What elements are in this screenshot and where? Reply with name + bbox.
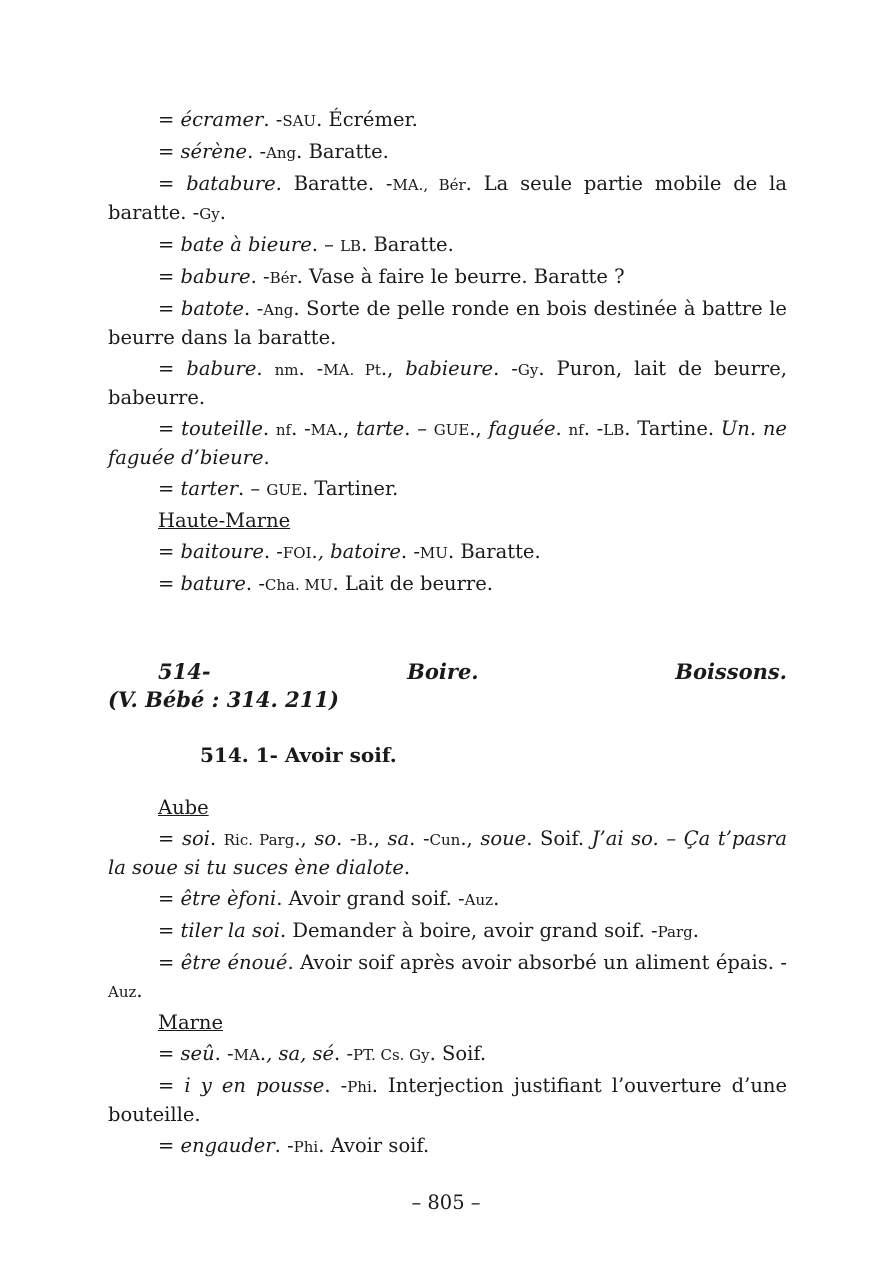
- entry-text: . Tartine.: [624, 417, 721, 440]
- entry-text: .,: [336, 417, 357, 440]
- entry-text: . Baratte.: [296, 140, 389, 163]
- entry-abbrev: MA: [233, 1046, 260, 1064]
- dictionary-entry: [108, 475, 787, 504]
- subsection-heading: 514. 1- Avoir soif.: [200, 743, 397, 767]
- dictionary-entry: [108, 917, 787, 946]
- entry-text: .: [403, 856, 411, 879]
- entry-text: =: [158, 1074, 185, 1097]
- entry-abbrev: PT. Cs. Gy: [353, 1046, 430, 1064]
- section-title-word2: Boissons.: [675, 659, 787, 684]
- entry-text: . Lait de beurre.: [332, 572, 493, 595]
- entry-text: . -: [336, 827, 357, 850]
- entry-term: babieure: [405, 357, 494, 380]
- entry-term: faguée: [488, 417, 556, 440]
- entry-term: être èfoni: [180, 887, 277, 910]
- entry-abbrev: Phi: [347, 1078, 372, 1096]
- entry-text: .,: [294, 827, 315, 850]
- entries-top: [108, 106, 787, 504]
- entry-text: . Puron, lait de beurre, babeurre.: [108, 357, 787, 409]
- entry-term: être énoué: [180, 951, 288, 974]
- entry-abbrev: Ang: [266, 144, 297, 162]
- entry-term: tarter: [180, 477, 239, 500]
- entry-text: . -: [400, 540, 420, 563]
- dictionary-entry: [108, 170, 787, 228]
- entry-text: .: [259, 1042, 267, 1065]
- entry-term: bate à bieure: [180, 233, 312, 256]
- entry-text: . Interjection justifiant l’ouverture d’une bouteille.: [108, 1074, 787, 1126]
- entry-text: .: [311, 540, 318, 563]
- entry-text: =: [158, 572, 181, 595]
- entry-term: bature: [180, 572, 246, 595]
- entry-abbrev: GUE: [433, 421, 470, 439]
- entry-abbrev: Gy: [517, 361, 539, 379]
- dictionary-entry: [108, 106, 787, 135]
- entry-text: =: [158, 172, 187, 195]
- entry-text: . -: [493, 357, 518, 380]
- entry-term: , sa, sé: [266, 1042, 335, 1065]
- entry-abbrev: B: [356, 831, 368, 849]
- section-number: 514-: [158, 659, 211, 684]
- dictionary-entry: [108, 1132, 787, 1161]
- entry-text: . Écrémer.: [316, 108, 418, 131]
- entry-abbrev: Cha. MU: [264, 576, 333, 594]
- entry-term: babure: [186, 357, 257, 380]
- entry-text: .: [555, 417, 569, 440]
- entry-text: . Baratte.: [361, 233, 454, 256]
- entry-term: , batoire: [317, 540, 401, 563]
- entry-text: . La seule partie mobile de la baratte. -: [108, 172, 787, 224]
- entry-text: . -: [243, 297, 264, 320]
- document-page: [108, 106, 787, 1164]
- entry-term: sa: [387, 827, 410, 850]
- entry-text: =: [158, 140, 181, 163]
- entry-abbrev: Ric. Parg: [223, 831, 295, 849]
- dictionary-entry: [108, 355, 787, 412]
- entry-abbrev: FOI: [282, 544, 312, 562]
- entry-term: seû: [180, 1042, 215, 1065]
- entry-abbrev: SAU: [282, 112, 317, 130]
- dictionary-entry: [108, 263, 787, 292]
- entry-abbrev: Auz: [108, 983, 137, 1001]
- entry-text: . -: [263, 540, 283, 563]
- entry-text: . -: [250, 265, 270, 288]
- entry-text: .,: [460, 827, 481, 850]
- entry-text: . -: [324, 1074, 348, 1097]
- entry-term: tiler la soi: [180, 919, 280, 942]
- entry-text: =: [158, 297, 181, 320]
- entry-text: . –: [404, 417, 434, 440]
- entry-abbrev: nm: [274, 361, 299, 379]
- section-title-word1: Boire.: [407, 659, 479, 684]
- region-marne: Marne: [158, 1011, 224, 1034]
- dictionary-entry: [108, 538, 787, 567]
- entry-abbrev: nf: [568, 421, 584, 439]
- entry-term: J’ai so. – Ça t’pasra la soue si tu suces ène dialote: [108, 827, 787, 879]
- entry-text: .: [493, 887, 500, 910]
- dictionary-entry: [108, 885, 787, 914]
- entry-abbrev: LB: [603, 421, 625, 439]
- entry-text: =: [158, 1042, 181, 1065]
- entry-term: soi: [181, 827, 210, 850]
- entry-abbrev: MA: [310, 421, 337, 439]
- entry-text: =: [158, 1134, 181, 1157]
- entry-abbrev: GUE: [266, 481, 302, 499]
- entry-abbrev: LB: [340, 237, 362, 255]
- entry-text: . Avoir soif.: [318, 1134, 430, 1157]
- entry-text: . Avoir grand soif. -: [276, 887, 465, 910]
- entry-term: Un. ne faguée d’bieure: [108, 417, 787, 469]
- dictionary-entry: [108, 1040, 787, 1069]
- dictionary-entry: [108, 825, 787, 882]
- dictionary-entry: [108, 295, 787, 352]
- entry-text: .: [219, 201, 226, 224]
- entry-abbrev: Gy: [199, 205, 220, 223]
- entry-term: batabure: [186, 172, 276, 195]
- entry-term: babure: [180, 265, 251, 288]
- entry-term: batote: [180, 297, 244, 320]
- entry-text: . Baratte.: [447, 540, 541, 563]
- dictionary-entry: [108, 1072, 787, 1129]
- entry-text: .: [263, 446, 270, 469]
- entry-abbrev: Cun: [429, 831, 461, 849]
- entry-text: . -: [274, 1134, 294, 1157]
- entry-abbrev: Phi: [293, 1138, 319, 1156]
- entry-text: . -: [263, 108, 283, 131]
- entries-haute-marne: [108, 538, 787, 599]
- dictionary-entry: [108, 415, 787, 472]
- entry-text: . -: [583, 417, 604, 440]
- entry-text: . Soif.: [429, 1042, 487, 1065]
- entry-text: .: [262, 417, 276, 440]
- entry-text: .,: [469, 417, 489, 440]
- entry-text: =: [158, 417, 182, 440]
- entry-text: =: [158, 108, 181, 131]
- entry-text: . –: [311, 233, 341, 256]
- entry-term: so: [314, 827, 337, 850]
- entry-text: .,: [380, 357, 406, 380]
- dictionary-entry: [108, 231, 787, 260]
- entry-term: i y en pousse: [184, 1074, 325, 1097]
- entry-text: . -: [298, 357, 324, 380]
- entry-text: =: [158, 540, 181, 563]
- entries-aube: [108, 825, 787, 1006]
- entry-text: =: [158, 827, 182, 850]
- entry-term: soue: [480, 827, 527, 850]
- entry-text: .: [692, 919, 699, 942]
- entry-term: engauder: [180, 1134, 275, 1157]
- section-heading: [108, 658, 787, 714]
- entry-text: . -: [245, 572, 265, 595]
- entry-text: =: [158, 265, 181, 288]
- entry-text: . Soif.: [526, 827, 592, 850]
- entry-abbrev: nf: [275, 421, 292, 439]
- entry-text: .: [209, 827, 224, 850]
- entry-text: .: [136, 979, 143, 1002]
- entry-text: . -: [291, 417, 311, 440]
- entry-abbrev: MA. Pt: [323, 361, 381, 379]
- entry-term: touteille: [181, 417, 263, 440]
- dictionary-entry: [108, 570, 787, 599]
- region-aube: Aube: [158, 796, 209, 819]
- entries-marne: [108, 1040, 787, 1161]
- entry-text: . -: [247, 140, 267, 163]
- entry-text: =: [158, 887, 181, 910]
- entry-text: .: [256, 357, 275, 380]
- entry-term: sérène: [180, 140, 248, 163]
- entry-text: . –: [238, 477, 267, 500]
- entry-abbrev: MU: [419, 544, 448, 562]
- entry-term: tarte: [356, 417, 405, 440]
- entry-text: . Demander à boire, avoir grand soif. -: [279, 919, 658, 942]
- dictionary-entry: [108, 949, 787, 1006]
- section-crossref: (V. Bébé : 314. 211): [108, 687, 339, 712]
- entry-term: écramer: [180, 108, 264, 131]
- entry-text: . Avoir soif après avoir absorbé un aliment épais. -: [287, 951, 787, 974]
- entry-text: . Tartiner.: [301, 477, 399, 500]
- entry-abbrev: MA., Bér: [392, 176, 466, 194]
- entry-text: . Baratte. -: [275, 172, 393, 195]
- entry-text: . Vase à faire le beurre. Baratte ?: [296, 265, 625, 288]
- entry-text: . -: [334, 1042, 354, 1065]
- entry-abbrev: Parg: [657, 923, 693, 941]
- entry-abbrev: Ang: [263, 301, 294, 319]
- entry-text: =: [158, 233, 181, 256]
- entry-text: =: [158, 919, 181, 942]
- entry-text: =: [158, 477, 181, 500]
- dictionary-entry: [108, 138, 787, 167]
- entry-text: =: [158, 951, 181, 974]
- region-haute-marne: Haute-Marne: [158, 509, 291, 532]
- entry-text: . Sorte de pelle ronde en bois destinée à battre le beurre dans la baratte.: [108, 297, 787, 349]
- entry-term: baitoure: [180, 540, 264, 563]
- entry-text: . -: [409, 827, 430, 850]
- page-number: – 805 –: [411, 1191, 481, 1214]
- entry-text: . -: [214, 1042, 234, 1065]
- entry-abbrev: Auz: [464, 891, 494, 909]
- entry-text: .,: [367, 827, 388, 850]
- entry-text: =: [158, 357, 187, 380]
- entry-abbrev: Bér: [269, 269, 297, 287]
